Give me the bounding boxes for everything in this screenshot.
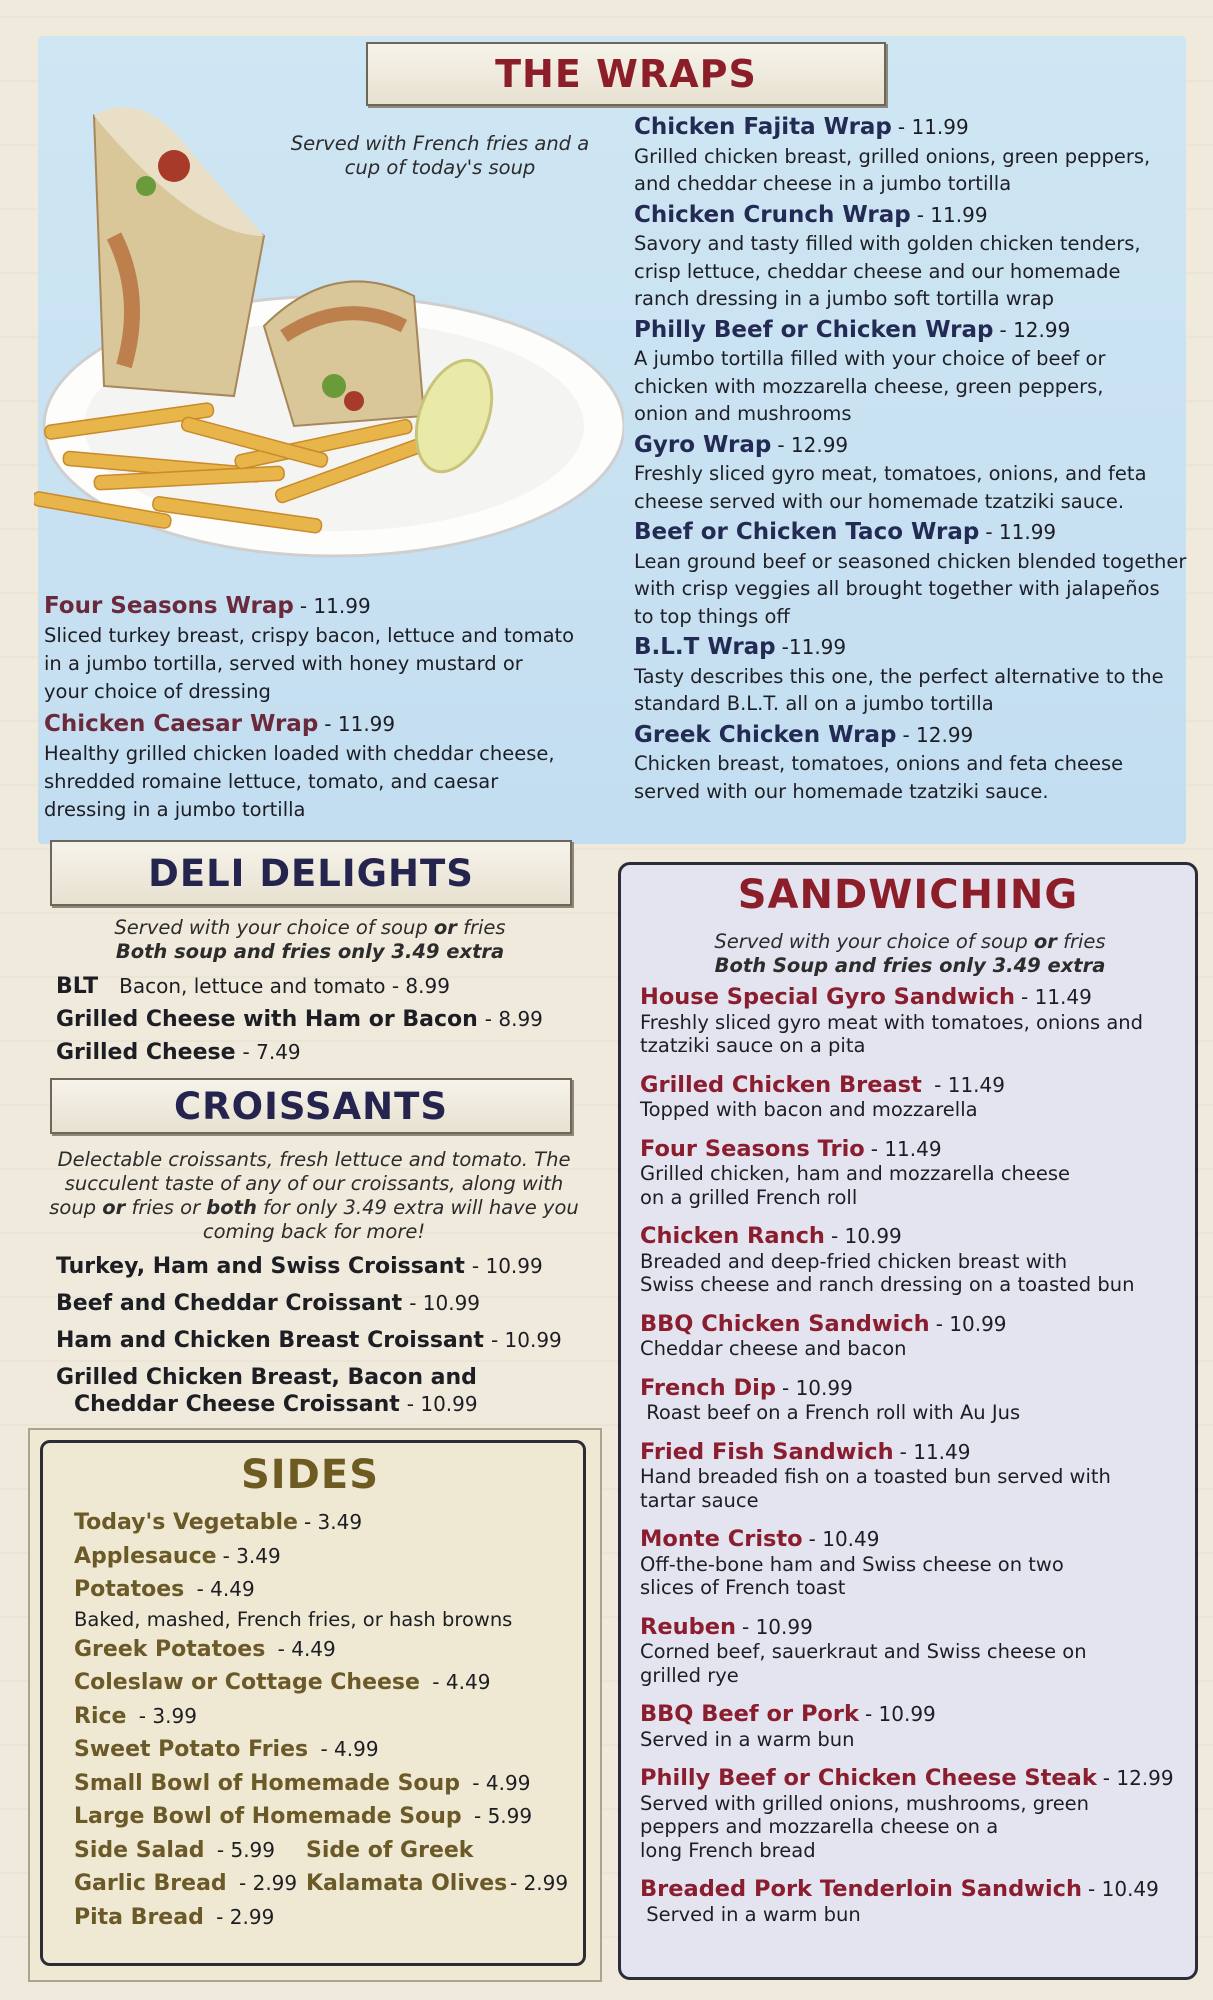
sandwich-item bbox=[640, 1310, 1185, 1361]
croissant-item-2-price: - 10.99 bbox=[409, 1291, 481, 1315]
deli-item-blt-name: BLT bbox=[56, 974, 99, 999]
sandwich-item-price: - 10.49 bbox=[808, 1527, 880, 1551]
wraps-intro-line2: cup of today's soup bbox=[344, 156, 536, 179]
wrap-item-name: B.L.T Wrap bbox=[634, 634, 776, 660]
wrap-left-item bbox=[44, 592, 614, 706]
sandwich-item-desc: Roast beef on a French roll with Au Jus bbox=[640, 1401, 1021, 1424]
side-item-price: - 4.99 bbox=[465, 1770, 531, 1795]
wrap-item-desc: Tasty describes this one, the perfect alternative to the bbox=[634, 664, 1164, 688]
sandwich-item-desc: Hand breaded fish on a toasted bun served with bbox=[640, 1465, 1111, 1488]
side-item bbox=[74, 1506, 594, 1540]
wrap-left-item-price: - 11.99 bbox=[299, 594, 371, 618]
wrap-item bbox=[634, 317, 1194, 428]
wrap-item-desc: Chicken breast, tomatoes, onions and feta cheese bbox=[634, 752, 1124, 775]
sides-title: SIDES bbox=[240, 1452, 380, 1498]
sandwiching-intro2: Both Soup and fries only 3.49 extra bbox=[714, 954, 1106, 977]
sandwich-item bbox=[640, 1438, 1185, 1513]
sandwich-item-price: - 10.99 bbox=[830, 1224, 902, 1248]
side-salad-name: Side Salad bbox=[74, 1837, 205, 1863]
croissant-items bbox=[56, 1248, 596, 1418]
wrap-left-item-name: Four Seasons Wrap bbox=[44, 593, 294, 619]
deli-item-ham-name: Grilled Cheese with Ham or Bacon bbox=[56, 1007, 478, 1032]
wrap-item-desc: Grilled chicken breast, grilled onions, green peppers, bbox=[634, 144, 1151, 168]
side-item bbox=[74, 1901, 594, 1935]
wrap-item-desc: and cheddar cheese in a jumbo tortilla bbox=[634, 172, 1012, 195]
croissant-item-4-name: Grilled Chicken Breast, Bacon and bbox=[56, 1365, 477, 1390]
wrap-item bbox=[634, 114, 1194, 198]
wrap-item-desc: crisp lettuce, cheddar cheese and our homemade bbox=[634, 259, 1121, 283]
sandwich-item-desc: slices of French toast bbox=[640, 1576, 846, 1599]
sandwich-item-desc: grilled rye bbox=[640, 1663, 739, 1687]
wrap-item-price: - 12.99 bbox=[999, 317, 1071, 342]
deli-intro-a: Served with your choice of soup bbox=[114, 916, 434, 939]
side-item-price: - 5.99 bbox=[467, 1804, 533, 1828]
croissant-item-2-name: Beef and Cheddar Croissant bbox=[56, 1291, 403, 1316]
wrap-item-price: - 12.99 bbox=[777, 432, 849, 457]
sandwich-item-price: - 10.99 bbox=[742, 1614, 813, 1639]
side-item-name: Applesauce bbox=[74, 1543, 217, 1569]
sandwich-item-desc: Served in a warm bun bbox=[640, 1727, 855, 1751]
sandwich-item-desc: Grilled chicken, ham and mozzarella cheese bbox=[640, 1162, 1071, 1185]
sandwich-item-name: Reuben bbox=[640, 1613, 736, 1640]
sandwiching-intro-a: Served with your choice of soup bbox=[714, 930, 1034, 953]
wrap-item-name: Chicken Fajita Wrap bbox=[634, 114, 892, 140]
wrap-item-desc: to top things off bbox=[634, 604, 790, 628]
sandwich-item-desc: Swiss cheese and ranch dressing on a toasted bun bbox=[640, 1273, 1135, 1296]
sandwich-item bbox=[640, 986, 1185, 1058]
sandwich-item-desc: Off-the-bone ham and Swiss cheese on two bbox=[640, 1552, 1064, 1576]
wrap-item-name: Greek Chicken Wrap bbox=[634, 721, 897, 748]
wrap-item-price: - 11.99 bbox=[897, 115, 969, 139]
wrap-left-item-name: Chicken Caesar Wrap bbox=[44, 711, 319, 737]
deli-banner bbox=[50, 840, 572, 906]
sandwich-item-price: - 10.99 bbox=[864, 1702, 936, 1726]
side-item bbox=[74, 1767, 594, 1801]
croissant-item-3-name: Ham and Chicken Breast Croissant bbox=[56, 1328, 484, 1353]
side-pair-row bbox=[74, 1834, 594, 1868]
wrap-item-name: Beef or Chicken Taco Wrap bbox=[634, 519, 980, 545]
wrap-item-desc: onion and mushrooms bbox=[634, 402, 852, 425]
wrap-item bbox=[634, 634, 1194, 718]
side-pair-row bbox=[74, 1867, 594, 1901]
side-item bbox=[74, 1540, 594, 1574]
sandwich-item bbox=[640, 1767, 1185, 1862]
sandwich-item-name: Four Seasons Trio bbox=[640, 1135, 865, 1162]
sandwiching-list bbox=[640, 986, 1185, 1942]
sandwich-item-price: - 10.99 bbox=[782, 1375, 853, 1400]
wrap-item-name: Chicken Crunch Wrap bbox=[634, 201, 911, 228]
side-item bbox=[74, 1573, 594, 1633]
wrap-item-name: Gyro Wrap bbox=[634, 431, 772, 458]
pita-bread-name: Pita Bread bbox=[74, 1904, 204, 1930]
side-item bbox=[74, 1800, 594, 1834]
sandwich-item-desc: Served in a warm bun bbox=[640, 1902, 861, 1926]
side-item-price: - 3.49 bbox=[222, 1543, 281, 1568]
wrap-item-price: - 11.99 bbox=[916, 202, 988, 227]
kalamata-olives-price: - 2.99 bbox=[510, 1871, 569, 1895]
sandwich-item bbox=[640, 1703, 1185, 1751]
sandwich-item-desc: tzatziki sauce on a pita bbox=[640, 1034, 866, 1057]
sandwich-item-name: BBQ Chicken Sandwich bbox=[640, 1310, 930, 1337]
side-item-name: Greek Potatoes bbox=[74, 1636, 266, 1662]
wrap-item bbox=[634, 432, 1194, 516]
kalamata-olives-name: Kalamata Olives bbox=[306, 1871, 508, 1896]
wrap-item-desc: Lean ground beef or seasoned chicken blended together bbox=[634, 549, 1187, 573]
wraps-banner bbox=[366, 42, 886, 106]
croissants-intro3 bbox=[44, 1196, 584, 1220]
deli-item-blt bbox=[56, 970, 576, 1003]
sandwich-item-name: Grilled Chicken Breast bbox=[640, 1071, 922, 1098]
side-item-name: Sweet Potato Fries bbox=[74, 1737, 309, 1762]
sandwich-item-name: Monte Cristo bbox=[640, 1526, 803, 1552]
deli-item-cheese-price: - 7.49 bbox=[242, 1040, 301, 1064]
side-item-desc: Baked, mashed, French fries, or hash browns bbox=[74, 1607, 513, 1631]
sandwich-item-price: - 10.49 bbox=[1088, 1877, 1159, 1901]
side-item-price: - 4.99 bbox=[314, 1737, 379, 1761]
croissant-item-4 bbox=[56, 1365, 596, 1418]
wrap-left-item-price: - 11.99 bbox=[324, 712, 396, 736]
croissant-item-3-price: - 10.99 bbox=[490, 1328, 562, 1352]
sandwich-item-name: House Special Gyro Sandwich bbox=[640, 984, 1016, 1010]
side-item bbox=[74, 1700, 594, 1734]
wrap-item-desc: Savory and tasty filled with golden chicken tenders, bbox=[634, 232, 1141, 255]
pita-bread-price: - 2.99 bbox=[209, 1904, 275, 1929]
side-item bbox=[74, 1733, 594, 1767]
croissant-item-2 bbox=[56, 1285, 596, 1322]
sandwich-item bbox=[640, 1613, 1185, 1688]
sandwich-item-desc: on a grilled French roll bbox=[640, 1185, 858, 1209]
side-greek-name: Side of Greek bbox=[306, 1837, 474, 1863]
deli-title: DELI DELIGHTS bbox=[148, 851, 474, 895]
croissants-title: CROISSANTS bbox=[174, 1084, 448, 1128]
side-item-name: Rice bbox=[74, 1703, 127, 1729]
side-item-name: Potatoes bbox=[74, 1577, 185, 1602]
sandwiching-intro-or: or bbox=[1033, 930, 1057, 953]
wrap-item bbox=[634, 722, 1194, 806]
wraps-intro bbox=[290, 132, 590, 180]
croissants-intro3a: soup bbox=[49, 1196, 103, 1219]
sandwich-item-desc: Breaded and deep-fried chicken breast with bbox=[640, 1249, 1068, 1273]
sides-list bbox=[74, 1506, 594, 1934]
sandwich-item-price: - 10.99 bbox=[935, 1311, 1007, 1336]
wrap-left-item-desc: dressing in a jumbo tortilla bbox=[44, 798, 306, 821]
wrap-left-item-desc: Sliced turkey breast, crispy bacon, lettuce and tomato bbox=[44, 624, 575, 647]
wrap-left-item bbox=[44, 710, 614, 824]
sandwich-item bbox=[640, 1071, 1185, 1122]
sandwich-item-price: - 11.49 bbox=[927, 1072, 1005, 1097]
sandwich-item-desc: Served with grilled onions, mushrooms, green bbox=[640, 1791, 1090, 1815]
side-item-name: Large Bowl of Homemade Soup bbox=[74, 1804, 462, 1829]
deli-intro-or: or bbox=[433, 916, 457, 939]
side-item-price: - 3.49 bbox=[303, 1510, 363, 1534]
deli-items bbox=[56, 970, 576, 1069]
wrap-item bbox=[634, 202, 1194, 313]
sandwich-item bbox=[640, 1528, 1185, 1600]
side-item-price: - 4.49 bbox=[425, 1670, 491, 1694]
sandwiching-intro bbox=[650, 930, 1170, 978]
wrap-item bbox=[634, 519, 1194, 630]
sandwich-item-desc: tartar sauce bbox=[640, 1488, 759, 1512]
wrap-item-price: - 11.99 bbox=[985, 520, 1057, 544]
wraps-left-column bbox=[44, 592, 614, 824]
croissant-item-4-price: - 10.99 bbox=[406, 1392, 478, 1416]
croissant-item-3 bbox=[56, 1322, 596, 1359]
deli-item-ham bbox=[56, 1003, 576, 1036]
sandwich-item-desc: Corned beef, sauerkraut and Swiss cheese on bbox=[640, 1640, 1087, 1663]
sandwich-item-desc: peppers and mozzarella cheese on a bbox=[640, 1815, 999, 1838]
side-item-price: - 4.49 bbox=[190, 1577, 255, 1601]
sandwich-item bbox=[640, 1135, 1185, 1210]
sandwich-item-price: - 11.49 bbox=[1021, 985, 1092, 1009]
garlic-bread-price: - 2.99 bbox=[232, 1871, 298, 1895]
side-item-name: Coleslaw or Cottage Cheese bbox=[74, 1670, 420, 1695]
wrap-item-desc: chicken with mozzarella cheese, green peppers, bbox=[634, 374, 1104, 398]
wrap-left-item-desc: in a jumbo tortilla, served with honey mustard or bbox=[44, 652, 523, 675]
side-item-price: - 4.49 bbox=[271, 1636, 336, 1661]
croissants-intro bbox=[44, 1148, 584, 1244]
croissants-intro4: coming back for more! bbox=[202, 1220, 426, 1243]
deli-item-cheese-name: Grilled Cheese bbox=[56, 1040, 236, 1065]
croissant-item-4-name2: Cheddar Cheese Croissant bbox=[74, 1392, 400, 1417]
side-item bbox=[74, 1633, 594, 1667]
croissants-intro3-both: both bbox=[206, 1196, 257, 1219]
sandwich-item-name: Breaded Pork Tenderloin Sandwich bbox=[640, 1876, 1083, 1902]
croissant-item-1-name: Turkey, Ham and Swiss Croissant bbox=[56, 1254, 465, 1279]
sandwich-item-name: Fried Fish Sandwich bbox=[640, 1438, 894, 1465]
side-item-price: - 3.99 bbox=[132, 1703, 197, 1728]
croissants-intro3c: for only 3.49 extra will have you bbox=[256, 1196, 579, 1219]
deli-item-cheese bbox=[56, 1036, 576, 1069]
wraps-right-column bbox=[634, 114, 1194, 805]
sandwiching-intro-b: fries bbox=[1056, 930, 1106, 953]
croissants-banner bbox=[50, 1078, 572, 1134]
sandwich-item-price: - 11.49 bbox=[870, 1136, 942, 1161]
sandwich-item bbox=[640, 1225, 1185, 1297]
croissants-intro3-or: or bbox=[102, 1196, 126, 1219]
sandwich-item-desc: Topped with bacon and mozzarella bbox=[640, 1098, 978, 1121]
sandwich-item-desc: Cheddar cheese and bacon bbox=[640, 1337, 907, 1360]
deli-intro2: Both soup and fries only 3.49 extra bbox=[115, 940, 505, 963]
sandwich-item-desc: Freshly sliced gyro meat with tomatoes, onions and bbox=[640, 1010, 1144, 1034]
croissant-item-1-price: - 10.99 bbox=[471, 1254, 543, 1278]
side-item-name: Small Bowl of Homemade Soup bbox=[74, 1770, 460, 1796]
wrap-item-desc: Freshly sliced gyro meat, tomatoes, onions, and feta bbox=[634, 462, 1147, 485]
sandwich-item-name: BBQ Beef or Pork bbox=[640, 1701, 859, 1727]
wrap-left-item-desc: your choice of dressing bbox=[44, 680, 271, 703]
wrap-item-desc: A jumbo tortilla filled with your choice of beef or bbox=[634, 347, 1106, 370]
croissants-intro2: succulent taste of any of our croissants, along with bbox=[64, 1172, 564, 1195]
deli-item-ham-price: - 8.99 bbox=[484, 1007, 543, 1031]
croissants-intro3b: fries or bbox=[125, 1196, 207, 1219]
sandwich-item-name: Chicken Ranch bbox=[640, 1223, 825, 1249]
side-item bbox=[74, 1666, 594, 1700]
wrap-item-desc: cheese served with our homemade tzatziki sauce. bbox=[634, 489, 1125, 513]
sandwich-item bbox=[640, 1878, 1185, 1926]
wrap-item-desc: standard B.L.T. all on a jumbo tortilla bbox=[634, 692, 994, 715]
croissant-item-1 bbox=[56, 1248, 596, 1285]
sandwich-item-name: French Dip bbox=[640, 1374, 776, 1401]
croissants-intro1: Delectable croissants, fresh lettuce and tomato. The bbox=[57, 1148, 571, 1171]
wraps-intro-line1: Served with French fries and a bbox=[290, 132, 590, 155]
side-item-name: Today's Vegetable bbox=[74, 1510, 298, 1535]
deli-intro bbox=[60, 916, 560, 964]
wrap-item-desc: with crisp veggies all brought together with jalapeños bbox=[634, 577, 1160, 600]
wrap-item-desc: ranch dressing in a jumbo soft tortilla wrap bbox=[634, 287, 1055, 310]
wrap-item-desc: served with our homemade tzatziki sauce. bbox=[634, 779, 1049, 803]
sandwiching-title: SANDWICHING bbox=[737, 872, 1079, 918]
garlic-bread-name: Garlic Bread bbox=[74, 1871, 227, 1896]
wrap-left-item-desc: shredded romaine lettuce, tomato, and caesar bbox=[44, 770, 499, 793]
sandwich-item-name: Philly Beef or Chicken Cheese Steak bbox=[640, 1765, 1097, 1791]
wrap-item-name: Philly Beef or Chicken Wrap bbox=[634, 316, 994, 343]
sandwich-item-price: - 11.49 bbox=[899, 1439, 971, 1464]
sandwich-item-desc: long French bread bbox=[640, 1838, 816, 1862]
wraps-title: THE WRAPS bbox=[495, 52, 757, 96]
deli-intro-b: fries bbox=[456, 916, 506, 939]
wrap-item-price: -11.99 bbox=[781, 635, 847, 659]
sandwich-item bbox=[640, 1374, 1185, 1425]
wrap-left-item-desc: Healthy grilled chicken loaded with cheddar cheese, bbox=[44, 742, 555, 765]
side-salad-price: - 5.99 bbox=[210, 1837, 276, 1862]
sandwich-item-price: - 12.99 bbox=[1102, 1766, 1174, 1790]
wrap-item-price: - 12.99 bbox=[902, 722, 974, 747]
deli-item-blt-desc: Bacon, lettuce and tomato - 8.99 bbox=[119, 974, 450, 998]
